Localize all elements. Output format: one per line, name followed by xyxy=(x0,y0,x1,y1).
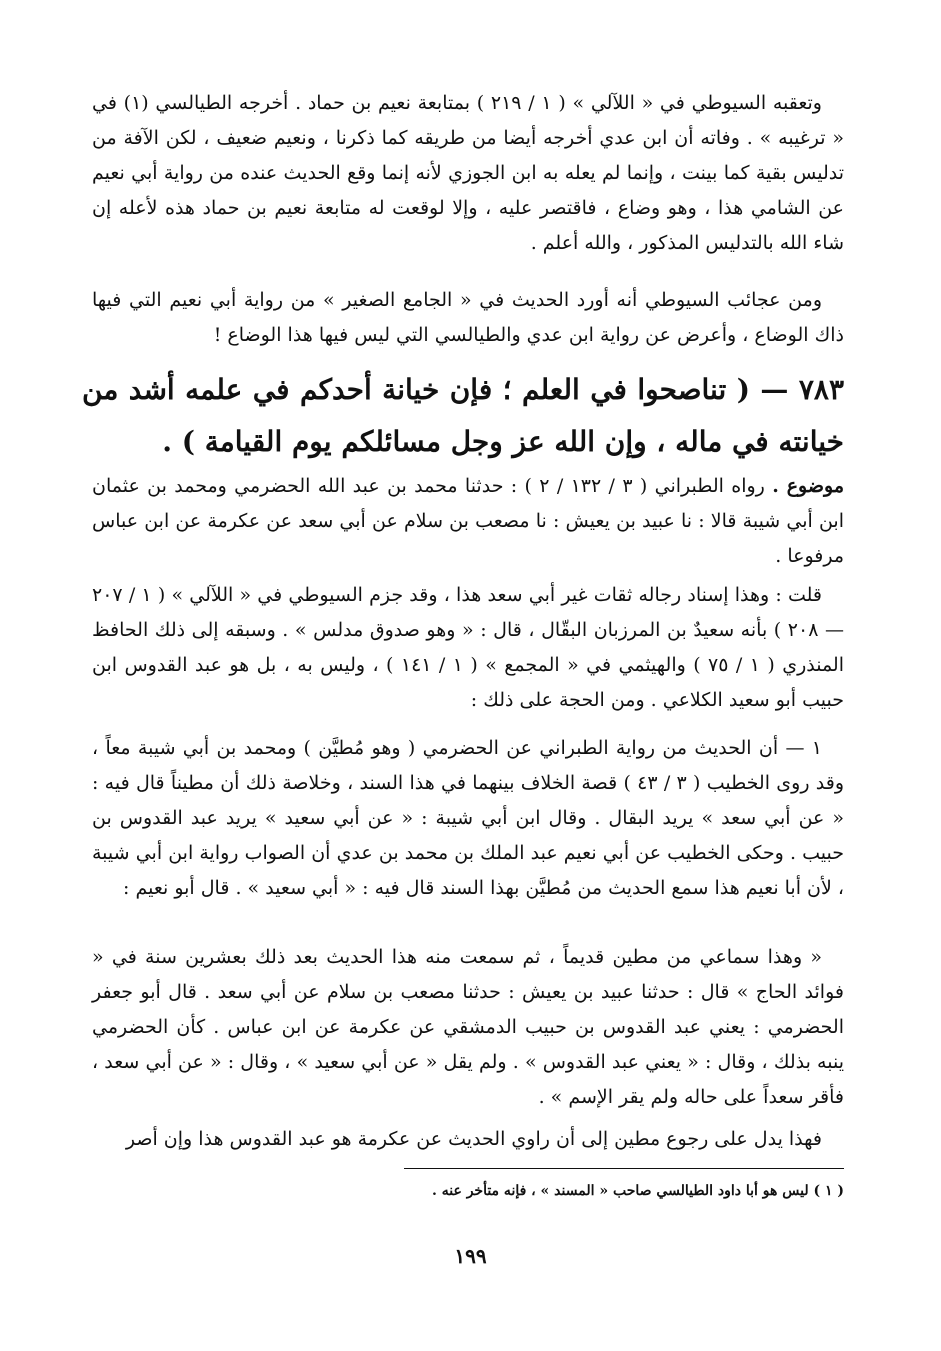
grading-isnad-text: رواه الطبراني ( ٣ / ١٣٢ / ٢ ) : حدثنا محمد بن عبد الله الحضرمي ومحمد بن عثمان ابن أبي شيبة قالا : نا عبيد بن يعيش : نا مصعب بن سلام عن أبي سعد عن عكرمة عن ابن عباس مرفوعا . xyxy=(92,475,845,567)
paragraph-isnad-analysis: قلت : وهذا إسناد رجاله ثقات غير أبي سعد هذا ، وقد جزم السيوطي في « اللآلي » ( ١ / ٢٠٧ — ٢٠٨ ) بأنه سعيدٌ بن المرزبان البقّال ، قال : « وهو صدوق مدلس » . وسبقه إلى ذلك الحافظ المنذري ( ١ / ٧٥ ) والهيثمي في « المجمع » ( ١ / ١٤١ ) ، وليس به ، بل هو عبد القدوس ابن حبيب أبو سعيد الكلاعي . ومن الحجة على ذلك : xyxy=(92,584,844,711)
paragraph-suyuti-oddity: ومن عجائب السيوطي أنه أورد الحديث في « الجامع الصغير » من رواية أبي نعيم التي فيها ذاك الوضاع ، وأعرض عن رواية ابن عدي والطيالسي التي ليس فيها هذا الوضاع ! xyxy=(92,289,844,346)
footnote-divider xyxy=(404,1168,844,1169)
footnote-1: ( ١ ) ليس هو أبا داود الطيالسي صاحب « المسند » ، فإنه متأخر عنه . xyxy=(431,1183,844,1199)
paragraph-conclusion: فهذا يدل على رجوع مطين إلى أن راوي الحديث عن عكرمة هو عبد القدوس هذا وإن أصر xyxy=(125,1128,822,1150)
paragraph-abu-nuaym-quote: « وهذا سماعي من مطين قديماً ، ثم سمعت منه هذا الحديث بعد ذلك بعشرين سنة في « فوائد الحاج » قال : حدثنا عبيد بن يعيش : حدثنا مصعب بن سلام عن أبي سعد . قال أبو جعفر الحضرمي : يعني عبد القدوس بن حبيب الدمشقي عن عكرمة عن ابن عباس . كأن الحضرمي ينبه بذلك ، وقال : « يعني عبد القدوس » . ولم يقل « عن أبي سعيد » ، وقال : « عن أبي سعد ، فأقر سعداً على حاله ولم يقر الإسم » . xyxy=(92,946,844,1108)
page-number: ١٩٩ xyxy=(454,1244,487,1268)
paragraph-grading-and-isnad xyxy=(92,469,844,574)
paragraph-evidence-one: ١ — أن الحديث من رواية الطبراني عن الحضرمي ( وهو مُطيَّن ) ومحمد بن أبي شيبة معاً ، وقد روى الخطيب ( ٣ / ٤٣ ) قصة الخلاف بينهما في هذا السند ، وخلاصة ذلك أن مطيناً قال فيه : « عن أبي سعد » يريد البقال . وقال ابن أبي شيبة : « عن أبي سعيد » يريد عبد القدوس بن حبيب . وحكى الخطيب عن أبي نعيم عبد الملك بن محمد بن عدي أن الصواب رواية ابن أبي شيبة ، لأن أبا نعيم هذا سمع الحديث من مُطيَّن بهذا السند قال فيه : « أبي سعيد » . قال أبو نعيم : xyxy=(92,737,845,899)
hadith-783-text: ٧٨٣ — ( تناصحوا في العلم ؛ فإن خيانة أحدكم في علمه أشد من خيانته في ماله ، وإن الله عز وجل مسائلكم يوم القيامة ) . xyxy=(82,373,844,458)
paragraph-suyuti-commentary: وتعقبه السيوطي في « اللآلي » ( ١ / ٢١٩ ) بمتابعة نعيم بن حماد . أخرجه الطيالسي (١) في « ترغيبه » . وفاته أن ابن عدي أخرجه أيضا من طريقه كما ذكرنا ، ونعيم ضعيف ، لكن الآفة من تدليس بقية كما بينت ، وإنما لم يعله به ابن الجوزي لأنه إنما وقع الحديث عنده من رواية أبي نعيم عن الشامي هذا ، وهو وضاع ، فاقتصر عليه ، وإلا لوقعت له متابعة نعيم بن حماد هذه لأعله إن شاء الله بالتدليس المذكور ، والله أعلم . xyxy=(92,92,844,254)
grading-label: موضوع . xyxy=(772,475,844,497)
